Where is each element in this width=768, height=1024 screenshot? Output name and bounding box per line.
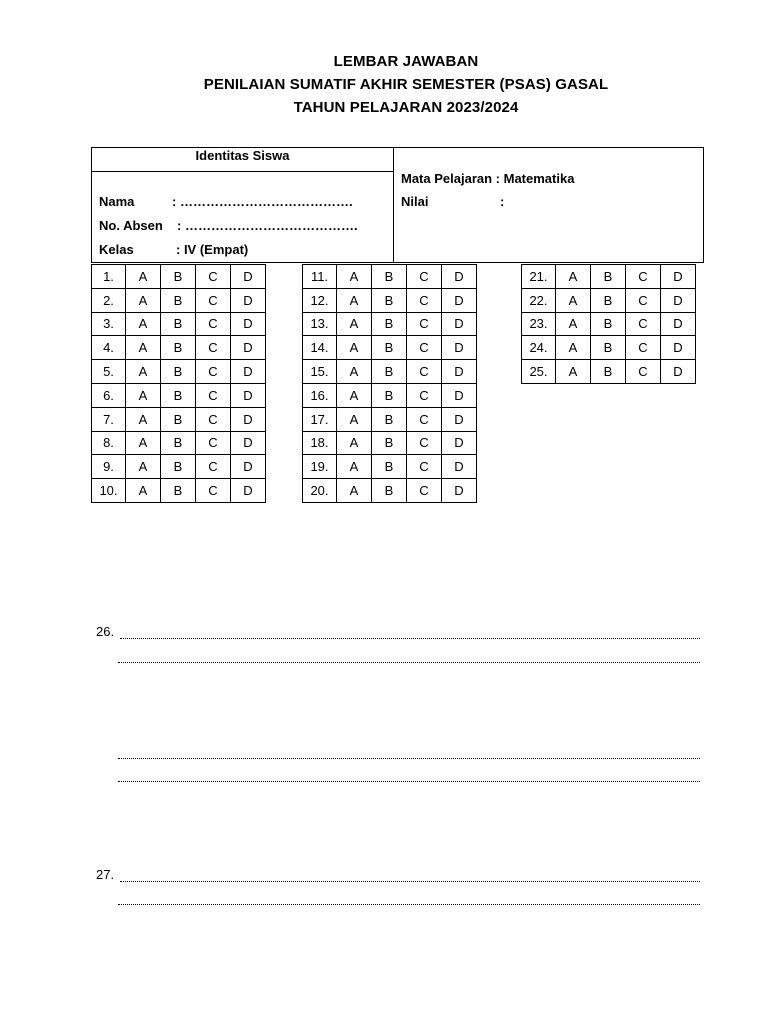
answer-row [303,288,477,312]
answer-option[interactable]: B [161,265,196,289]
kelas-value: : IV (Empat) [176,242,249,257]
answer-option[interactable]: C [196,336,231,360]
absen-value: : …………………………………. [177,218,358,233]
question-number: 7. [92,407,126,431]
question-number: 1. [92,265,126,289]
answer-option[interactable]: D [231,407,266,431]
answer-row [522,265,696,289]
answer-row [303,336,477,360]
answer-option[interactable]: A [337,383,372,407]
answer-option[interactable]: B [372,288,407,312]
answer-option[interactable]: A [126,383,161,407]
answer-option[interactable]: D [442,479,477,503]
answer-row [522,336,696,360]
sheet-title: LEMBAR JAWABAN [333,53,479,70]
answer-row [92,265,266,289]
student-identity-panel [92,148,394,262]
answer-option[interactable]: C [626,336,661,360]
answer-option[interactable]: A [337,312,372,336]
answer-option[interactable]: C [626,265,661,289]
question-number: 16. [303,383,337,407]
answer-option[interactable]: D [442,407,477,431]
mapel-label: Mata Pelajaran [401,171,493,186]
kelas-label: Kelas [99,242,134,257]
answer-option[interactable]: B [161,407,196,431]
answer-row [303,431,477,455]
identity-box [91,147,704,263]
answer-option[interactable]: D [661,336,696,360]
answer-option[interactable]: B [372,455,407,479]
answer-option[interactable]: B [372,336,407,360]
answer-option[interactable]: D [442,455,477,479]
answer-option[interactable]: A [556,265,591,289]
answer-row [92,455,266,479]
answer-option[interactable]: A [126,407,161,431]
answer-option[interactable]: C [196,455,231,479]
question-number: 23. [522,312,556,336]
answer-option[interactable]: A [126,455,161,479]
answer-option[interactable]: C [407,360,442,384]
mapel-value: : Matematika [495,171,575,186]
answer-table-2 [302,264,477,503]
answer-option[interactable]: D [442,312,477,336]
answer-option[interactable]: A [126,312,161,336]
answer-option[interactable]: A [556,336,591,360]
answer-row [303,455,477,479]
answer-option[interactable]: B [161,383,196,407]
answer-option[interactable]: A [556,312,591,336]
exam-name: PENILAIAN SUMATIF AKHIR SEMESTER (PSAS) GASAL [203,76,609,93]
answer-option[interactable]: C [196,407,231,431]
answer-row [303,407,477,431]
answer-option[interactable]: D [442,288,477,312]
answer-option[interactable]: D [231,479,266,503]
answer-option[interactable]: D [231,288,266,312]
answer-option[interactable]: A [126,431,161,455]
answer-table-3 [521,264,696,384]
nilai-value: : [500,194,505,209]
answer-option[interactable]: B [161,336,196,360]
answer-option[interactable]: A [556,288,591,312]
answer-option[interactable]: C [196,431,231,455]
answer-option[interactable]: D [661,312,696,336]
academic-year: TAHUN PELAJARAN 2023/2024 [293,99,519,116]
answer-option[interactable]: C [407,455,442,479]
answer-option[interactable]: D [231,455,266,479]
question-number: 6. [92,383,126,407]
answer-option[interactable]: B [591,312,626,336]
answer-option[interactable]: C [407,407,442,431]
answer-option[interactable]: C [626,288,661,312]
answer-option[interactable]: C [196,312,231,336]
kelas-field [99,242,248,257]
question-number: 19. [303,455,337,479]
answer-line[interactable] [118,648,700,663]
answer-option[interactable]: A [556,360,591,384]
question-number: 14. [303,336,337,360]
question-number: 9. [92,455,126,479]
answer-option[interactable]: B [161,431,196,455]
answer-row [92,336,266,360]
answer-option[interactable]: D [661,288,696,312]
answer-option[interactable]: C [196,479,231,503]
answer-option[interactable]: B [372,431,407,455]
answer-option[interactable]: A [337,431,372,455]
mapel-field [401,171,574,186]
answer-option[interactable]: B [372,479,407,503]
answer-option[interactable]: B [161,455,196,479]
answer-row [92,360,266,384]
question-number: 8. [92,431,126,455]
answer-option[interactable]: C [626,312,661,336]
answer-line[interactable] [120,624,700,639]
nilai-label: Nilai [401,194,429,209]
question-number: 21. [522,265,556,289]
answer-row [92,383,266,407]
answer-option[interactable]: B [591,336,626,360]
answer-row [522,360,696,384]
answer-row [92,479,266,503]
answer-row [303,479,477,503]
question-number: 4. [92,336,126,360]
absen-label: No. Absen [99,218,163,233]
answer-row [92,288,266,312]
answer-option[interactable]: D [231,431,266,455]
answer-option[interactable]: B [591,360,626,384]
answer-option[interactable]: C [407,312,442,336]
answer-option[interactable]: A [337,336,372,360]
nilai-field[interactable] [401,194,504,209]
answer-option[interactable]: C [196,288,231,312]
answer-option[interactable]: A [126,479,161,503]
answer-option[interactable]: B [161,312,196,336]
answer-option[interactable]: B [161,288,196,312]
question-number: 13. [303,312,337,336]
answer-option[interactable]: C [407,431,442,455]
essay-number: 27. [96,867,115,882]
answer-option[interactable]: D [231,265,266,289]
answer-row [522,288,696,312]
answer-option[interactable]: D [661,265,696,289]
absen-field[interactable] [99,218,358,233]
answer-option[interactable]: A [126,265,161,289]
answer-option[interactable]: B [161,360,196,384]
answer-row [522,312,696,336]
answer-option[interactable]: C [407,383,442,407]
essay-number: 26. [96,624,115,639]
question-number: 12. [303,288,337,312]
answer-option[interactable]: A [337,265,372,289]
answer-row [92,312,266,336]
answer-option[interactable]: B [372,383,407,407]
answer-option[interactable]: B [372,265,407,289]
answer-option[interactable]: A [337,360,372,384]
question-number: 24. [522,336,556,360]
answer-option[interactable]: D [442,336,477,360]
answer-option[interactable]: D [231,336,266,360]
answer-option[interactable]: D [231,360,266,384]
answer-option[interactable]: D [231,312,266,336]
answer-option[interactable]: D [231,383,266,407]
question-number: 22. [522,288,556,312]
question-number: 5. [92,360,126,384]
answer-option[interactable]: C [407,288,442,312]
identity-heading: Identitas Siswa [92,148,393,172]
answer-table-1 [91,264,266,503]
answer-row [92,431,266,455]
answer-option[interactable]: A [337,455,372,479]
answer-option[interactable]: D [442,265,477,289]
answer-option[interactable]: C [407,265,442,289]
nama-field[interactable] [99,194,353,209]
answer-line[interactable] [120,867,700,882]
answer-option[interactable]: A [337,479,372,503]
answer-option[interactable]: C [196,265,231,289]
answer-option[interactable]: A [126,360,161,384]
question-number: 15. [303,360,337,384]
answer-option[interactable]: B [591,265,626,289]
answer-option[interactable]: C [626,360,661,384]
question-number: 2. [92,288,126,312]
answer-option[interactable]: D [442,431,477,455]
answer-option[interactable]: A [126,336,161,360]
answer-option[interactable]: B [161,479,196,503]
answer-row [303,360,477,384]
answer-row [303,312,477,336]
answer-option[interactable]: C [196,360,231,384]
answer-option[interactable]: D [442,383,477,407]
question-number: 3. [92,312,126,336]
question-number: 17. [303,407,337,431]
question-number: 11. [303,265,337,289]
question-number: 10. [92,479,126,503]
question-number: 20. [303,479,337,503]
nama-value: : …………………………………. [172,194,353,209]
answer-option[interactable]: C [407,336,442,360]
question-number: 18. [303,431,337,455]
question-number: 25. [522,360,556,384]
answer-option[interactable]: A [337,407,372,431]
answer-row [303,383,477,407]
answer-line[interactable] [118,744,700,759]
answer-option[interactable]: C [407,479,442,503]
answer-row [92,407,266,431]
answer-line[interactable] [118,890,700,905]
answer-option[interactable]: C [196,383,231,407]
answer-option[interactable]: A [126,288,161,312]
answer-option[interactable]: A [337,288,372,312]
answer-option[interactable]: B [372,360,407,384]
answer-row [303,265,477,289]
answer-option[interactable]: B [372,312,407,336]
answer-option[interactable]: B [372,407,407,431]
nama-label: Nama [99,194,135,209]
answer-option[interactable]: B [591,288,626,312]
answer-line[interactable] [118,767,700,782]
answer-option[interactable]: D [661,360,696,384]
answer-option[interactable]: D [442,360,477,384]
